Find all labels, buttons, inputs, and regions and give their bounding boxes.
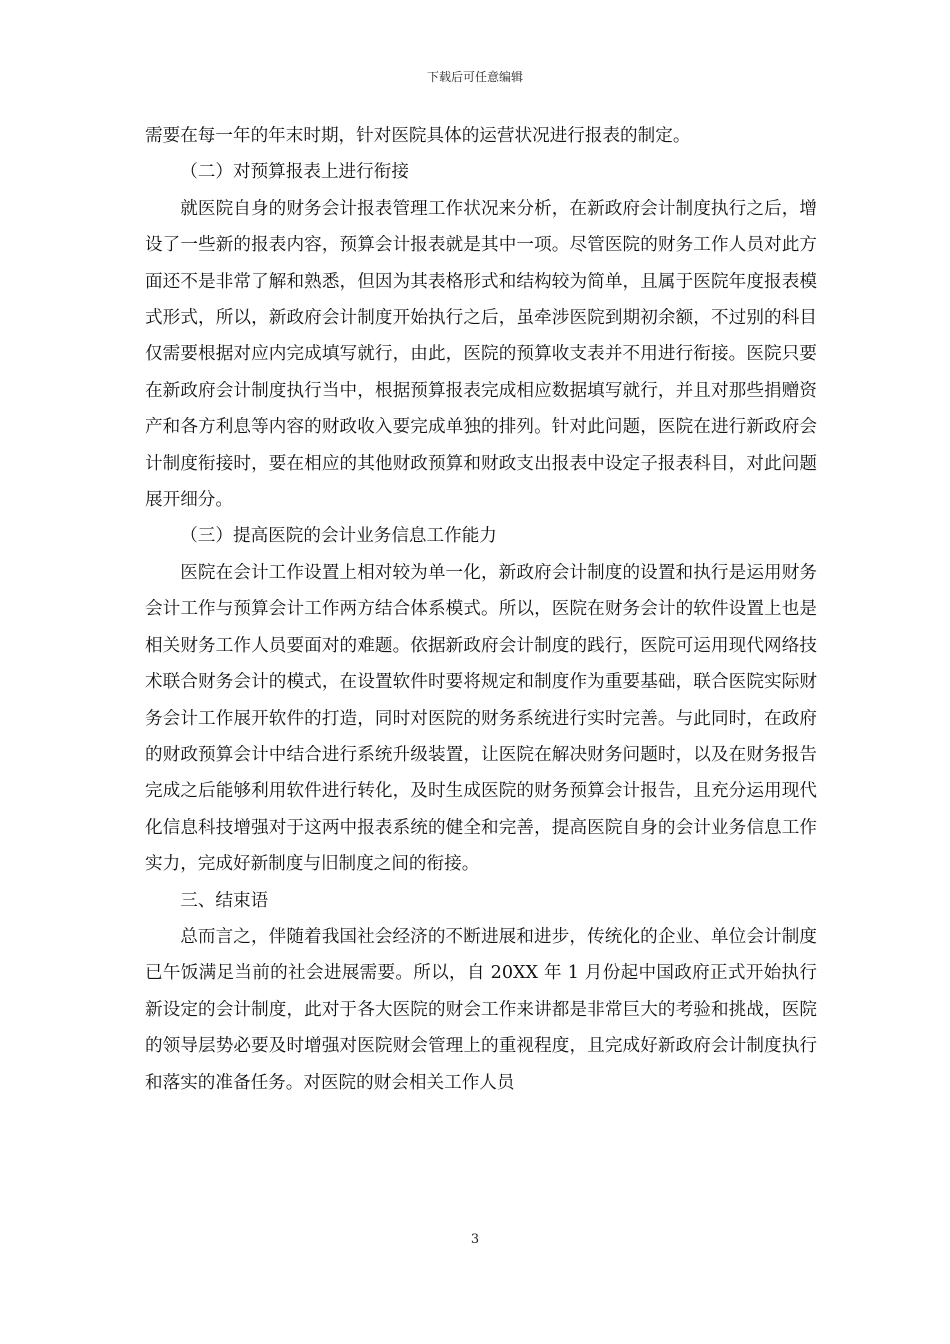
section-heading-conclusion: 三、结束语 xyxy=(180,890,269,911)
paragraph-budget-report: 就医院自身的财务会计报表管理工作状况来分析，在新政府会计制度执行之后，增设了一些新的报表内容，预算会计报表就是其中一项。尽管医院的财务工作人员对此方面还不是非常了解和熟悉，但因为其表格形式和结构较为简单，且属于医院年度报表模式形式，所以，新政府会计制度开始执行之后，虽牵涉医院到期初余额，不过别的科目仅需要根据对应内完成填写就行，由此，医院的预算收支表并不用进行衔接。医院只要在新政府会计制度执行当中，根据预算报表完成相应数据填写就行，并且对那些捐赠资产和各方利息等内容的财政收入要完成单独的排列。针对此问题，医院在进行新政府会计制度衔接时，要在相应的其他财政预算和财政支出报表中设定子报表科目，对此问题展开细分。 xyxy=(145,198,817,511)
page-number: 3 xyxy=(470,1232,480,1247)
paragraph-info-capability: 医院在会计工作设置上相对较为单一化，新政府会计制度的设置和执行是运用财务会计工作与预算会计工作两方结合体系模式。所以，医院在财务会计的软件设置上也是相关财务工作人员要面对的难题。依据新政府会计制度的践行，医院可运用现代网络技术联合财务会计的模式，在设置软件时要将规定和制度作为重要基础，联合医院实际财务会计工作展开软件的打造，同时对医院的财务系统进行实时完善。与此同时，在政府的财政预算会计中结合进行系统升级装置，让医院在解决财务问题时，以及在财务报告完成之后能够利用软件进行转化，及时生成医院的财务预算会计报告，且充分运用现代化信息科技增强对于这两中报表系统的健全和完善，提高医院自身的会计业务信息工作实力，完成好新制度与旧制度之间的衔接。 xyxy=(145,562,817,875)
paragraph-continuation: 需要在每一年的年末时期，针对医院具体的运营状况进行报表的制定。 xyxy=(145,126,691,146)
paragraph-conclusion: 总而言之，伴随着我国社会经济的不断进展和进步，传统化的企业、单位会计制度已午饭满足当前的社会进展需要。所以，自 20XX 年 1 月份起中国政府正式开始执行新设定的会计制度，此对于各大医院的财会工作来讲都是非常巨大的考验和挑战，医院的领导层势必要及时增强对医院财会管理上的重视程度，且完成好新政府会计制度执行和落实的准备任务。对医院的财会相关工作人员 xyxy=(145,926,817,1093)
body-text xyxy=(145,118,817,1101)
section-heading-info-capability: （三）提高医院的会计业务信息工作能力 xyxy=(180,526,497,547)
page-header: 下载后可任意编辑 xyxy=(426,70,523,84)
section-heading-budget-report: （二）对预算报表上进行衔接 xyxy=(180,162,409,183)
